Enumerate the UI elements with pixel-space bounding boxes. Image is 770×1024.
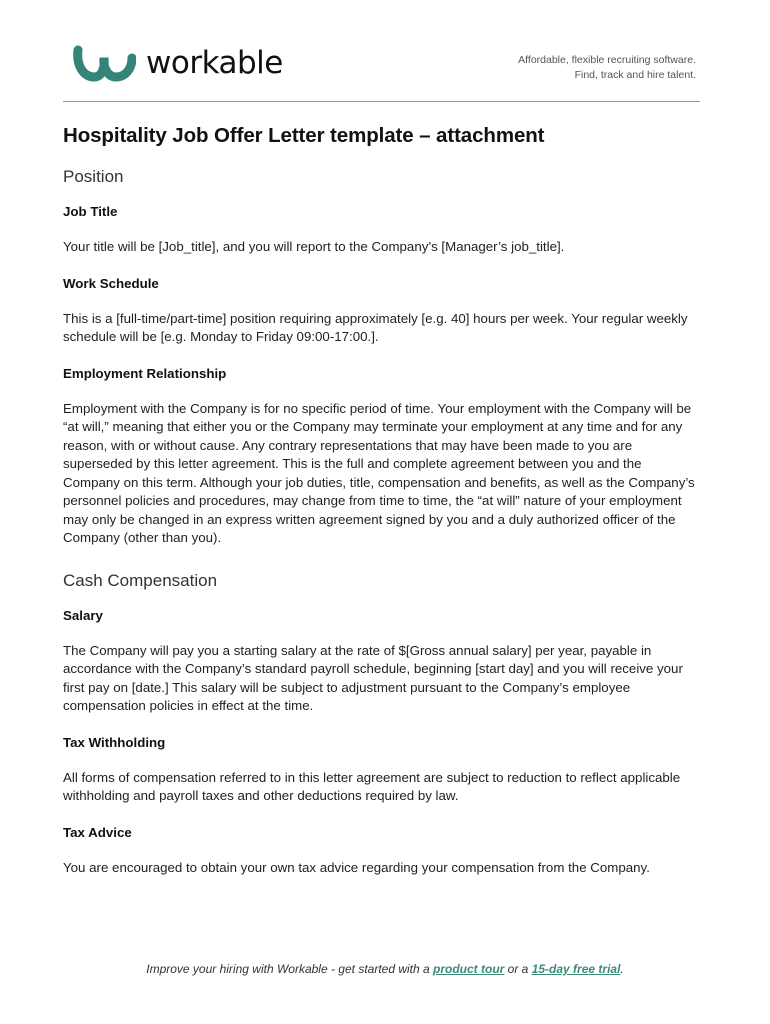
- paragraph-tax-advice: You are encouraged to obtain your own tax advice regarding your compensation from the Company.: [63, 859, 650, 875]
- subheading-job-title: Job Title: [63, 204, 118, 219]
- subheading-tax-advice: Tax Advice: [63, 824, 132, 840]
- footer-suffix: .: [620, 962, 624, 976]
- workable-logo: [72, 44, 283, 82]
- tagline-line-2: Find, track and hire talent.: [574, 69, 696, 81]
- header-divider: [63, 101, 700, 102]
- document-title: Hospitality Job Offer Letter template – attachment: [63, 124, 545, 147]
- tagline-line-1: Affordable, flexible recruiting software.: [518, 54, 696, 66]
- subheading-salary: Salary: [63, 607, 103, 623]
- document-body: [63, 124, 701, 896]
- footer-middle: or a: [504, 962, 532, 976]
- section-heading-position: Position: [63, 167, 124, 186]
- workable-logo-icon: [72, 44, 136, 82]
- product-tour-link[interactable]: product tour: [433, 962, 505, 976]
- footer-promo: [0, 962, 770, 976]
- section-heading-cash-compensation: Cash Compensation: [63, 570, 218, 590]
- free-trial-link[interactable]: 15-day free trial: [531, 962, 621, 976]
- subheading-work-schedule: Work Schedule: [63, 275, 159, 291]
- logo-wordmark: workable: [146, 45, 283, 81]
- paragraph-employment-relationship: Employment with the Company is for no specific period of time. Your employment with the Company will be “at will,” meaning that either you or the Company may terminate your employment at any time and for any reason, with or without cause. Any contrary representations that may have been made to you are superseded by this letter agreement. This is the full and complete agreement between you and the Company on this term. Although your job duties, title, compensation and benefits, as well as the Company’s personnel policies and procedures, may change from time to time, the “at will” nature of your employment may only be changed in an express written agreement signed by you and a duly authorized officer of the Company (other than you).: [63, 400, 695, 545]
- subheading-tax-withholding: Tax Withholding: [63, 734, 166, 750]
- tagline: [518, 53, 696, 83]
- paragraph-salary: The Company will pay you a starting salary at the rate of $[Gross annual salary] per year, payable in accordance with the Company’s standard payroll schedule, beginning [start day] and you will receive your first pay on [date.] This salary will be subject to adjustment pursuant to the Company’s employee compensation policies in effect at the time.: [63, 642, 683, 713]
- paragraph-job-title: Your title will be [Job_title], and you will report to the Company’s [Manager’s job_title].: [63, 239, 565, 254]
- subheading-employment-relationship: Employment Relationship: [63, 365, 227, 381]
- paragraph-tax-withholding: All forms of compensation referred to in this letter agreement are subject to reduction to reflect applicable withholding and payroll taxes and other deductions required by law.: [63, 769, 681, 803]
- footer-prefix: Improve your hiring with Workable - get started with a: [146, 962, 434, 976]
- paragraph-work-schedule: This is a [full-time/part-time] position requiring approximately [e.g. 40] hours per week. Your regular weekly schedule will be [e.g. Monday to Friday 09:00-17:00.].: [63, 310, 688, 344]
